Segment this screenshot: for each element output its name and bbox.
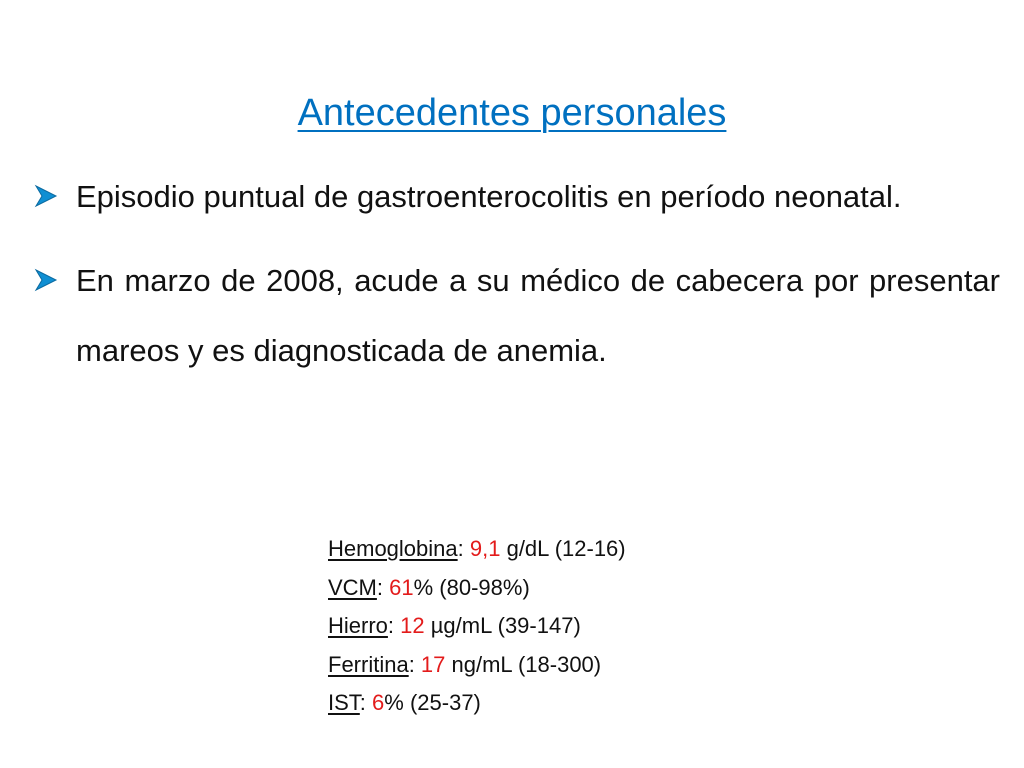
lab-name: Hierro bbox=[328, 613, 388, 638]
lab-reference: g/dL (12-16) bbox=[500, 536, 626, 561]
lab-separator: : bbox=[387, 613, 401, 638]
lab-name: Ferritina bbox=[328, 651, 409, 677]
lab-separator: : bbox=[408, 651, 421, 677]
lab-row-ferritina bbox=[328, 646, 626, 685]
bullet-text: En marzo de 2008, acude a su médico de cabecera por presentar mareos y es diagnosticada de anemia. bbox=[76, 263, 1000, 368]
lab-reference: µg/mL (39-147) bbox=[424, 613, 581, 638]
lab-row-hierro bbox=[328, 607, 626, 646]
arrow-bullet-icon bbox=[34, 184, 58, 208]
lab-separator: : bbox=[457, 536, 470, 561]
lab-row-hemoglobina bbox=[328, 530, 626, 569]
lab-separator: : bbox=[359, 690, 373, 715]
lab-row-vcm bbox=[328, 569, 626, 608]
lab-separator: : bbox=[376, 574, 390, 600]
lab-reference: % (25-37) bbox=[384, 690, 481, 715]
lab-value: 9,1 bbox=[469, 536, 501, 561]
lab-value: 61 bbox=[389, 574, 414, 600]
lab-reference: % (80-98%) bbox=[413, 574, 530, 600]
lab-row-ist bbox=[328, 684, 626, 723]
lab-name: IST bbox=[328, 690, 360, 715]
lab-reference: ng/mL (18-300) bbox=[445, 651, 602, 677]
bullet-text: Episodio puntual de gastroenterocolitis en período neonatal. bbox=[76, 179, 902, 214]
slide-title: Antecedentes personales bbox=[297, 92, 727, 134]
lab-results-list bbox=[328, 530, 626, 723]
lab-name: Hemoglobina bbox=[328, 536, 458, 561]
lab-value: 17 bbox=[420, 651, 446, 677]
lab-value: 6 bbox=[372, 690, 385, 715]
bullet-list bbox=[34, 162, 1000, 386]
bullet-item-neonatal bbox=[34, 162, 1000, 232]
bullet-item-anemia bbox=[34, 246, 1000, 386]
lab-name: VCM bbox=[328, 574, 377, 600]
lab-value: 12 bbox=[400, 613, 425, 638]
arrow-bullet-icon bbox=[34, 268, 58, 292]
